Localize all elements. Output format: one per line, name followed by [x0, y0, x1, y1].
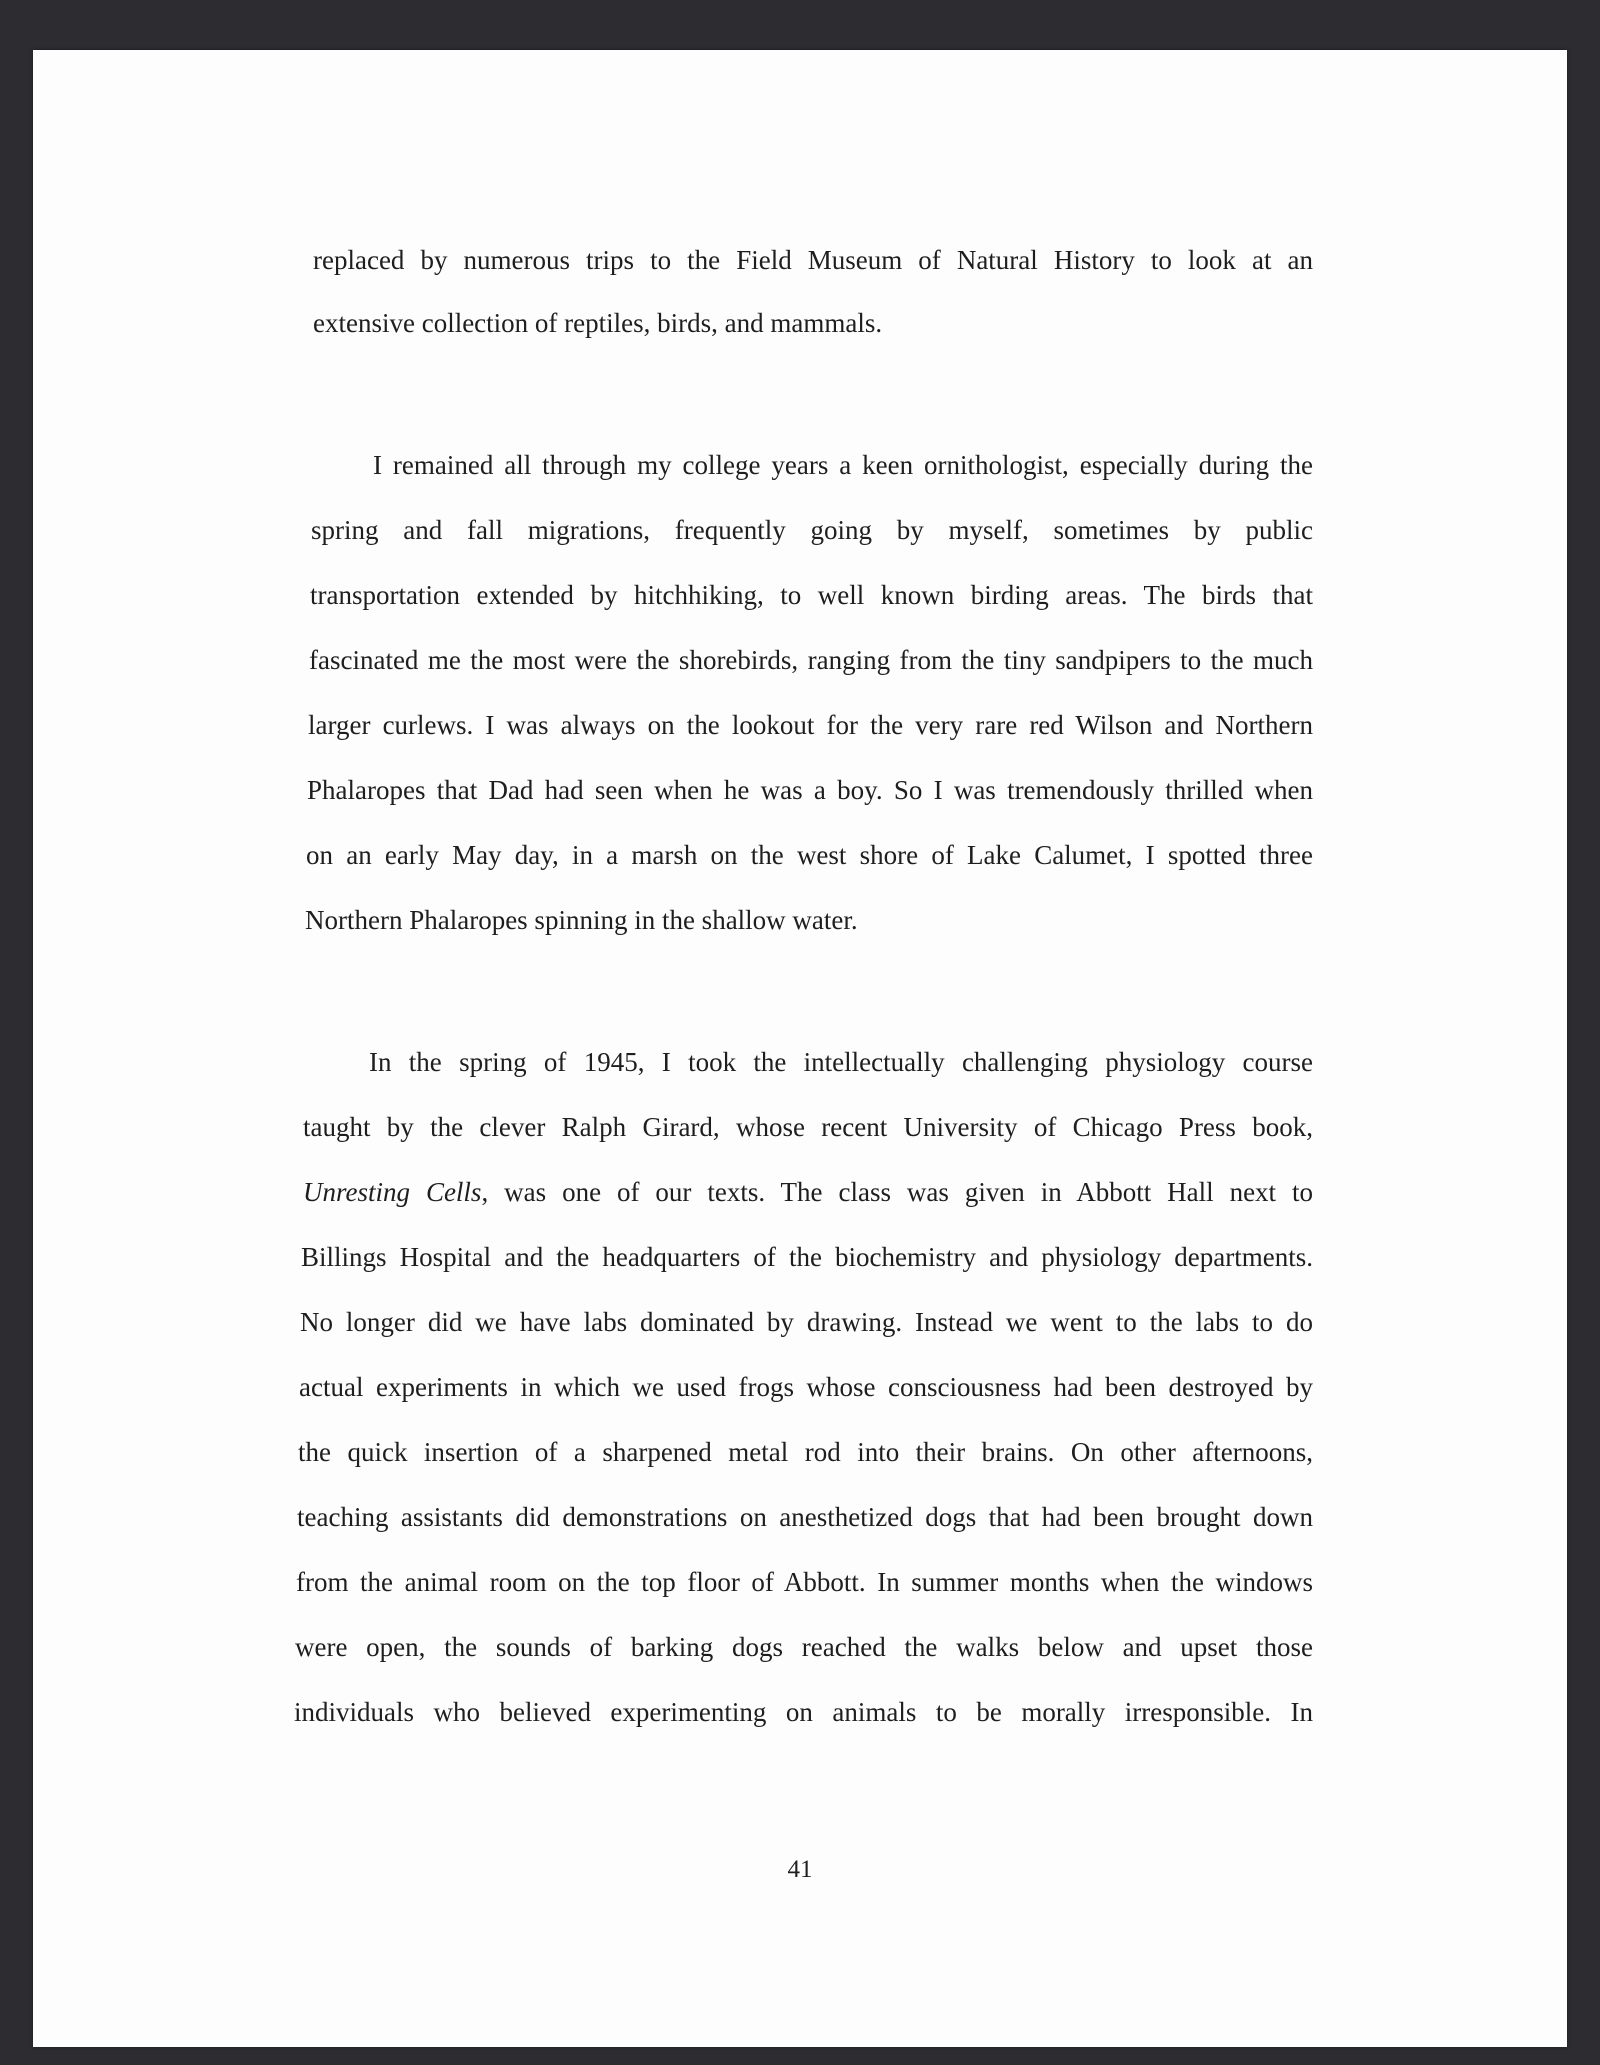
text-line: on an early May day, in a marsh on the west shore of Lake Calumet, I spotted three	[306, 840, 1313, 870]
page-number: 41	[787, 1856, 813, 1883]
text-line: In the spring of 1945, I took the intellectually challenging physiology course	[369, 1047, 1313, 1077]
text-line: Northern Phalaropes spinning in the shallow water.	[305, 905, 858, 935]
text-line: individuals who believed experimenting on animals to be morally irresponsible. In	[294, 1697, 1313, 1727]
text-line: from the animal room on the top floor of Abbott. In summer months when the windows	[296, 1567, 1313, 1597]
text-line: Billings Hospital and the headquarters of the biochemistry and physiology departments.	[301, 1242, 1313, 1272]
text-line: replaced by numerous trips to the Field Museum of Natural History to look at an	[313, 245, 1313, 275]
text-line: Phalaropes that Dad had seen when he was a boy. So I was tremendously thrilled when	[307, 775, 1313, 805]
text-line-with-italic-title	[303, 1172, 1313, 1212]
text-line: larger curlews. I was always on the lookout for the very rare red Wilson and Northern	[308, 710, 1313, 740]
italic-book-title: Unresting Cells	[303, 1177, 482, 1207]
text-line: I remained all through my college years a keen ornithologist, especially during the	[373, 450, 1313, 480]
text-line: were open, the sounds of barking dogs reached the walks below and upset those	[295, 1632, 1313, 1662]
page-body	[273, 50, 1343, 1850]
text-line: spring and fall migrations, frequently going by myself, sometimes by public	[311, 515, 1313, 545]
text-line: fascinated me the most were the shorebirds, ranging from the tiny sandpipers to the much	[309, 645, 1313, 675]
text-line: transportation extended by hitchhiking, to well known birding areas. The birds that	[310, 580, 1313, 610]
text-line: taught by the clever Ralph Girard, whose recent University of Chicago Press book,	[303, 1112, 1313, 1142]
text-line: actual experiments in which we used frogs whose consciousness had been destroyed by	[299, 1372, 1313, 1402]
text-line: extensive collection of reptiles, birds, and mammals.	[313, 308, 883, 338]
document-page	[33, 50, 1567, 2047]
text-line-remainder: , was one of our texts. The class was given in Abbott Hall next to	[481, 1177, 1313, 1207]
text-line: the quick insertion of a sharpened metal rod into their brains. On other afternoons,	[298, 1437, 1313, 1467]
text-line: teaching assistants did demonstrations on anesthetized dogs that had been brought down	[297, 1502, 1313, 1532]
text-line: No longer did we have labs dominated by drawing. Instead we went to the labs to do	[300, 1307, 1313, 1337]
